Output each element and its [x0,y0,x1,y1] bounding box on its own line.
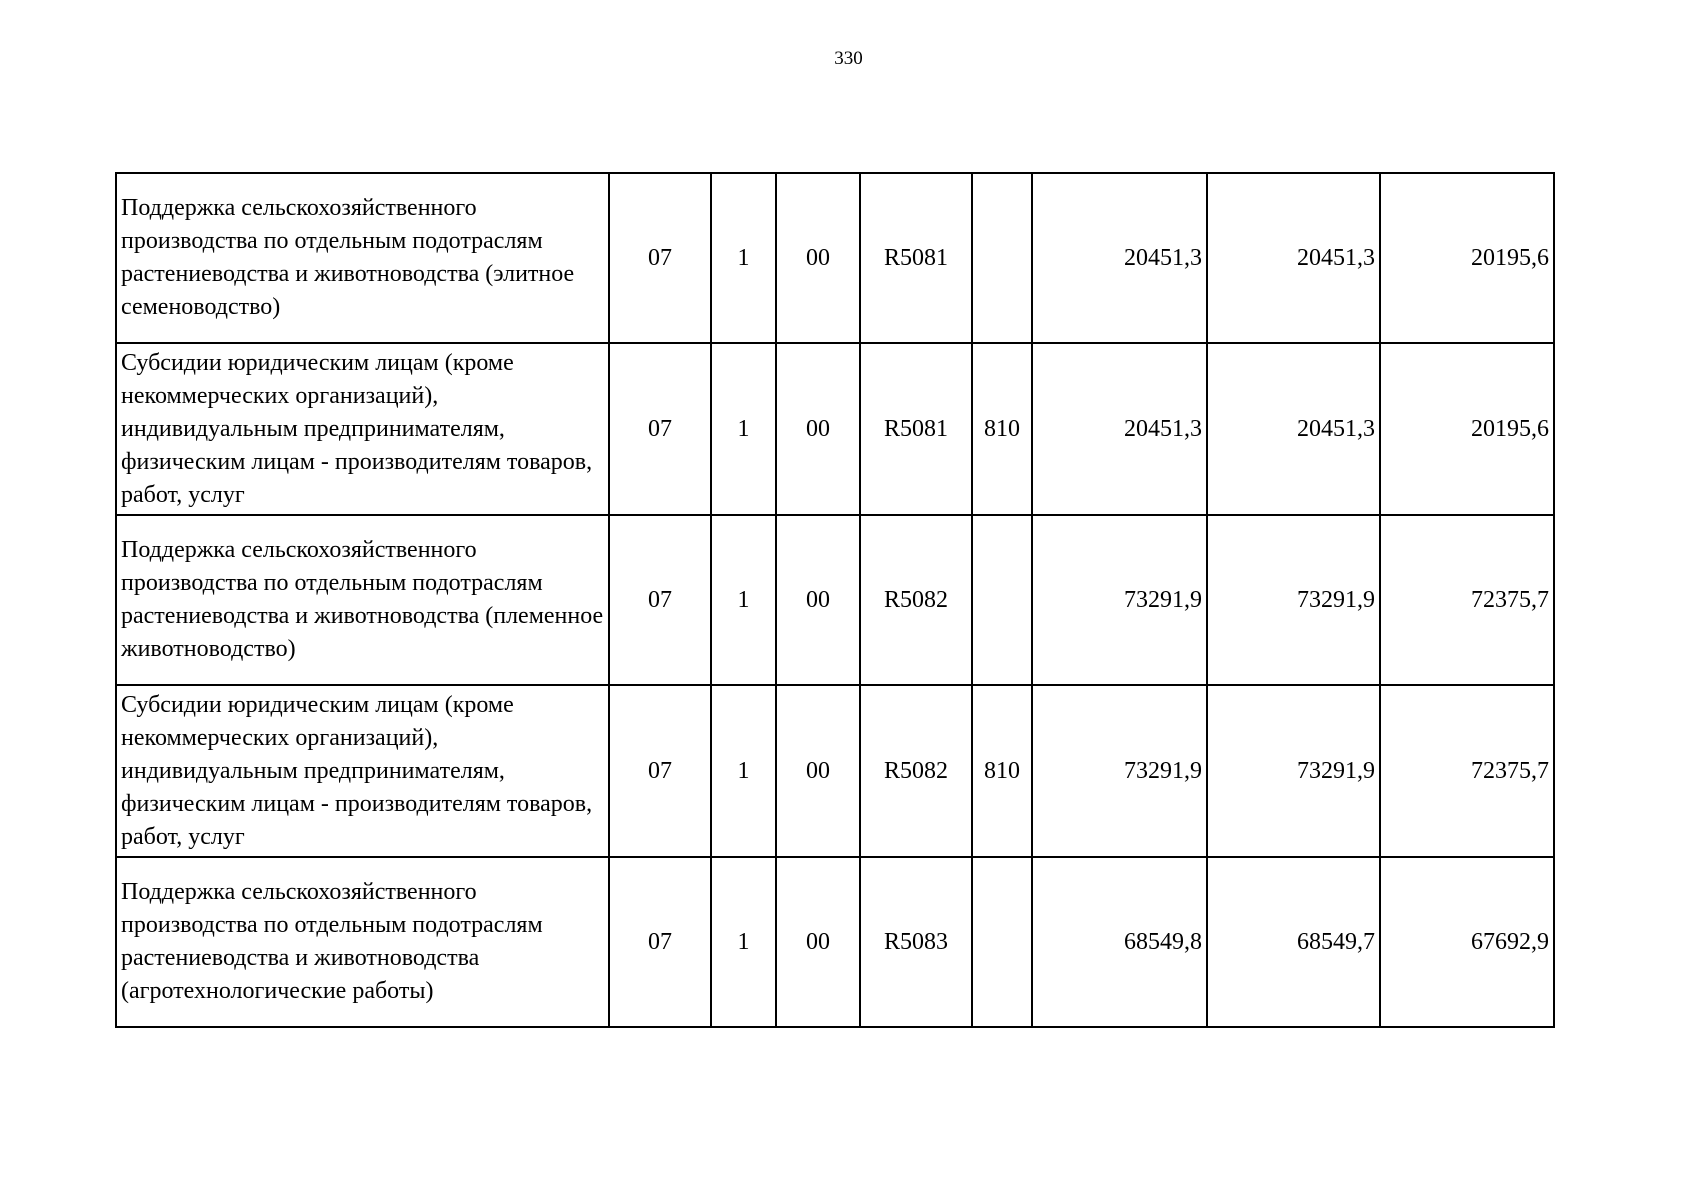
program-code: 1 [711,685,776,857]
amount-2: 20451,3 [1207,173,1380,343]
row-name: Поддержка сельскохозяйственного производства по отдельным подотраслям растениеводства и животноводства (элитное семеноводство) [116,173,609,343]
amount-3: 20195,6 [1380,343,1554,515]
target-article-code: R5081 [860,343,972,515]
subprogram-code: 00 [776,515,860,685]
program-code: 1 [711,515,776,685]
section-code: 07 [609,685,711,857]
amount-1: 73291,9 [1032,515,1207,685]
amount-3: 20195,6 [1380,173,1554,343]
amount-2: 73291,9 [1207,685,1380,857]
expense-type-code [972,515,1032,685]
expense-type-code [972,857,1032,1027]
amount-3: 72375,7 [1380,685,1554,857]
table-row [116,173,1554,343]
amount-1: 20451,3 [1032,173,1207,343]
section-code: 07 [609,343,711,515]
amount-2: 68549,7 [1207,857,1380,1027]
subprogram-code: 00 [776,343,860,515]
table-row [116,857,1554,1027]
amount-3: 67692,9 [1380,857,1554,1027]
table-row [116,343,1554,515]
expense-type-code: 810 [972,343,1032,515]
row-name: Субсидии юридическим лицам (кроме некоммерческих организаций), индивидуальным предпринимателям, физическим лицам - производителям товаров, работ, услуг [116,343,609,515]
program-code: 1 [711,857,776,1027]
amount-1: 73291,9 [1032,685,1207,857]
row-name: Субсидии юридическим лицам (кроме некоммерческих организаций), индивидуальным предпринимателям, физическим лицам - производителям товаров, работ, услуг [116,685,609,857]
expense-type-code [972,173,1032,343]
table-row [116,515,1554,685]
target-article-code: R5082 [860,685,972,857]
amount-3: 72375,7 [1380,515,1554,685]
section-code: 07 [609,173,711,343]
subprogram-code: 00 [776,173,860,343]
program-code: 1 [711,173,776,343]
subprogram-code: 00 [776,685,860,857]
amount-2: 20451,3 [1207,343,1380,515]
amount-1: 20451,3 [1032,343,1207,515]
subprogram-code: 00 [776,857,860,1027]
page-number: 330 [834,48,863,69]
row-name: Поддержка сельскохозяйственного производства по отдельным подотраслям растениеводства и животноводства (агротехнологические работы) [116,857,609,1027]
amount-2: 73291,9 [1207,515,1380,685]
program-code: 1 [711,343,776,515]
expense-type-code: 810 [972,685,1032,857]
table-row [116,685,1554,857]
amount-1: 68549,8 [1032,857,1207,1027]
target-article-code: R5081 [860,173,972,343]
row-name: Поддержка сельскохозяйственного производства по отдельным подотраслям растениеводства и животноводства (племенное животноводство) [116,515,609,685]
section-code: 07 [609,857,711,1027]
target-article-code: R5083 [860,857,972,1027]
budget-table [115,172,1555,1028]
target-article-code: R5082 [860,515,972,685]
section-code: 07 [609,515,711,685]
